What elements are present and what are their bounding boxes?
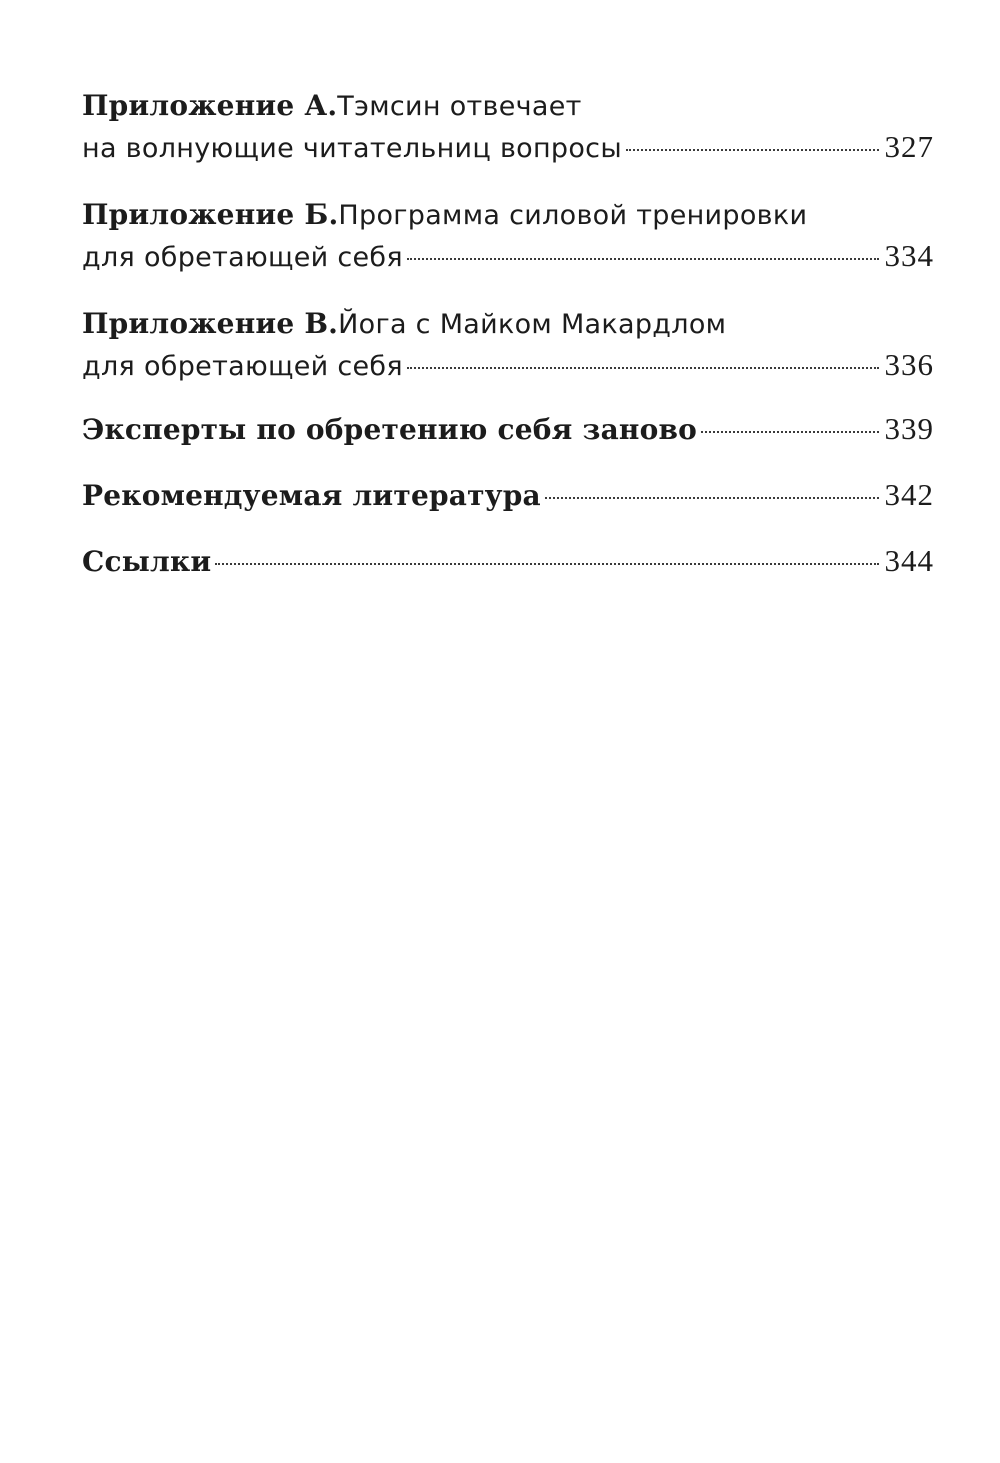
toc-entry-page-line	[82, 127, 934, 169]
dot-leader	[626, 149, 879, 151]
toc-entry-page-line	[82, 345, 934, 387]
page-number: 344	[884, 543, 934, 578]
appendix-title-line1: Тэмсин отвечает	[337, 91, 582, 122]
dot-leader	[215, 563, 878, 565]
appendix-title-line2: для обретающей себя	[82, 351, 403, 382]
toc-entry-heading-line	[82, 304, 934, 345]
table-of-contents	[82, 86, 934, 607]
toc-entry-page-line	[82, 541, 934, 582]
toc-entry-reading	[82, 475, 934, 516]
appendix-label: Приложение А.	[82, 89, 338, 122]
toc-entry-experts	[82, 409, 934, 450]
section-title: Ссылки	[82, 545, 212, 578]
toc-entry-heading-line	[82, 86, 934, 127]
toc-entry-page-line	[82, 236, 934, 278]
toc-entry-page-line	[82, 475, 934, 516]
appendix-title-line1: Йога с Майком Макардлом	[338, 309, 727, 340]
page-number: 327	[884, 129, 934, 164]
dot-leader	[407, 258, 879, 260]
appendix-title-line2: для обретающей себя	[82, 242, 403, 273]
toc-entry-appendix-v	[82, 304, 934, 387]
appendix-title-line2: на волнующие читательниц вопросы	[82, 133, 622, 164]
appendix-label: Приложение Б.	[82, 198, 339, 231]
toc-entry-appendix-a	[82, 86, 934, 169]
appendix-label: Приложение В.	[82, 307, 339, 340]
appendix-title-line1: Программа силовой тренировки	[338, 200, 808, 231]
toc-entry-heading-line	[82, 195, 934, 236]
toc-entry-references	[82, 541, 934, 582]
dot-leader	[701, 431, 878, 433]
page-number: 342	[884, 477, 934, 512]
toc-entry-appendix-b	[82, 195, 934, 278]
dot-leader	[407, 367, 879, 369]
page-number: 339	[884, 411, 934, 446]
dot-leader	[545, 497, 879, 499]
page-number: 336	[884, 347, 934, 382]
page-number: 334	[884, 238, 934, 273]
section-title: Эксперты по обретению себя заново	[82, 413, 698, 446]
toc-entry-page-line	[82, 409, 934, 450]
section-title: Рекомендуемая литература	[82, 479, 541, 512]
